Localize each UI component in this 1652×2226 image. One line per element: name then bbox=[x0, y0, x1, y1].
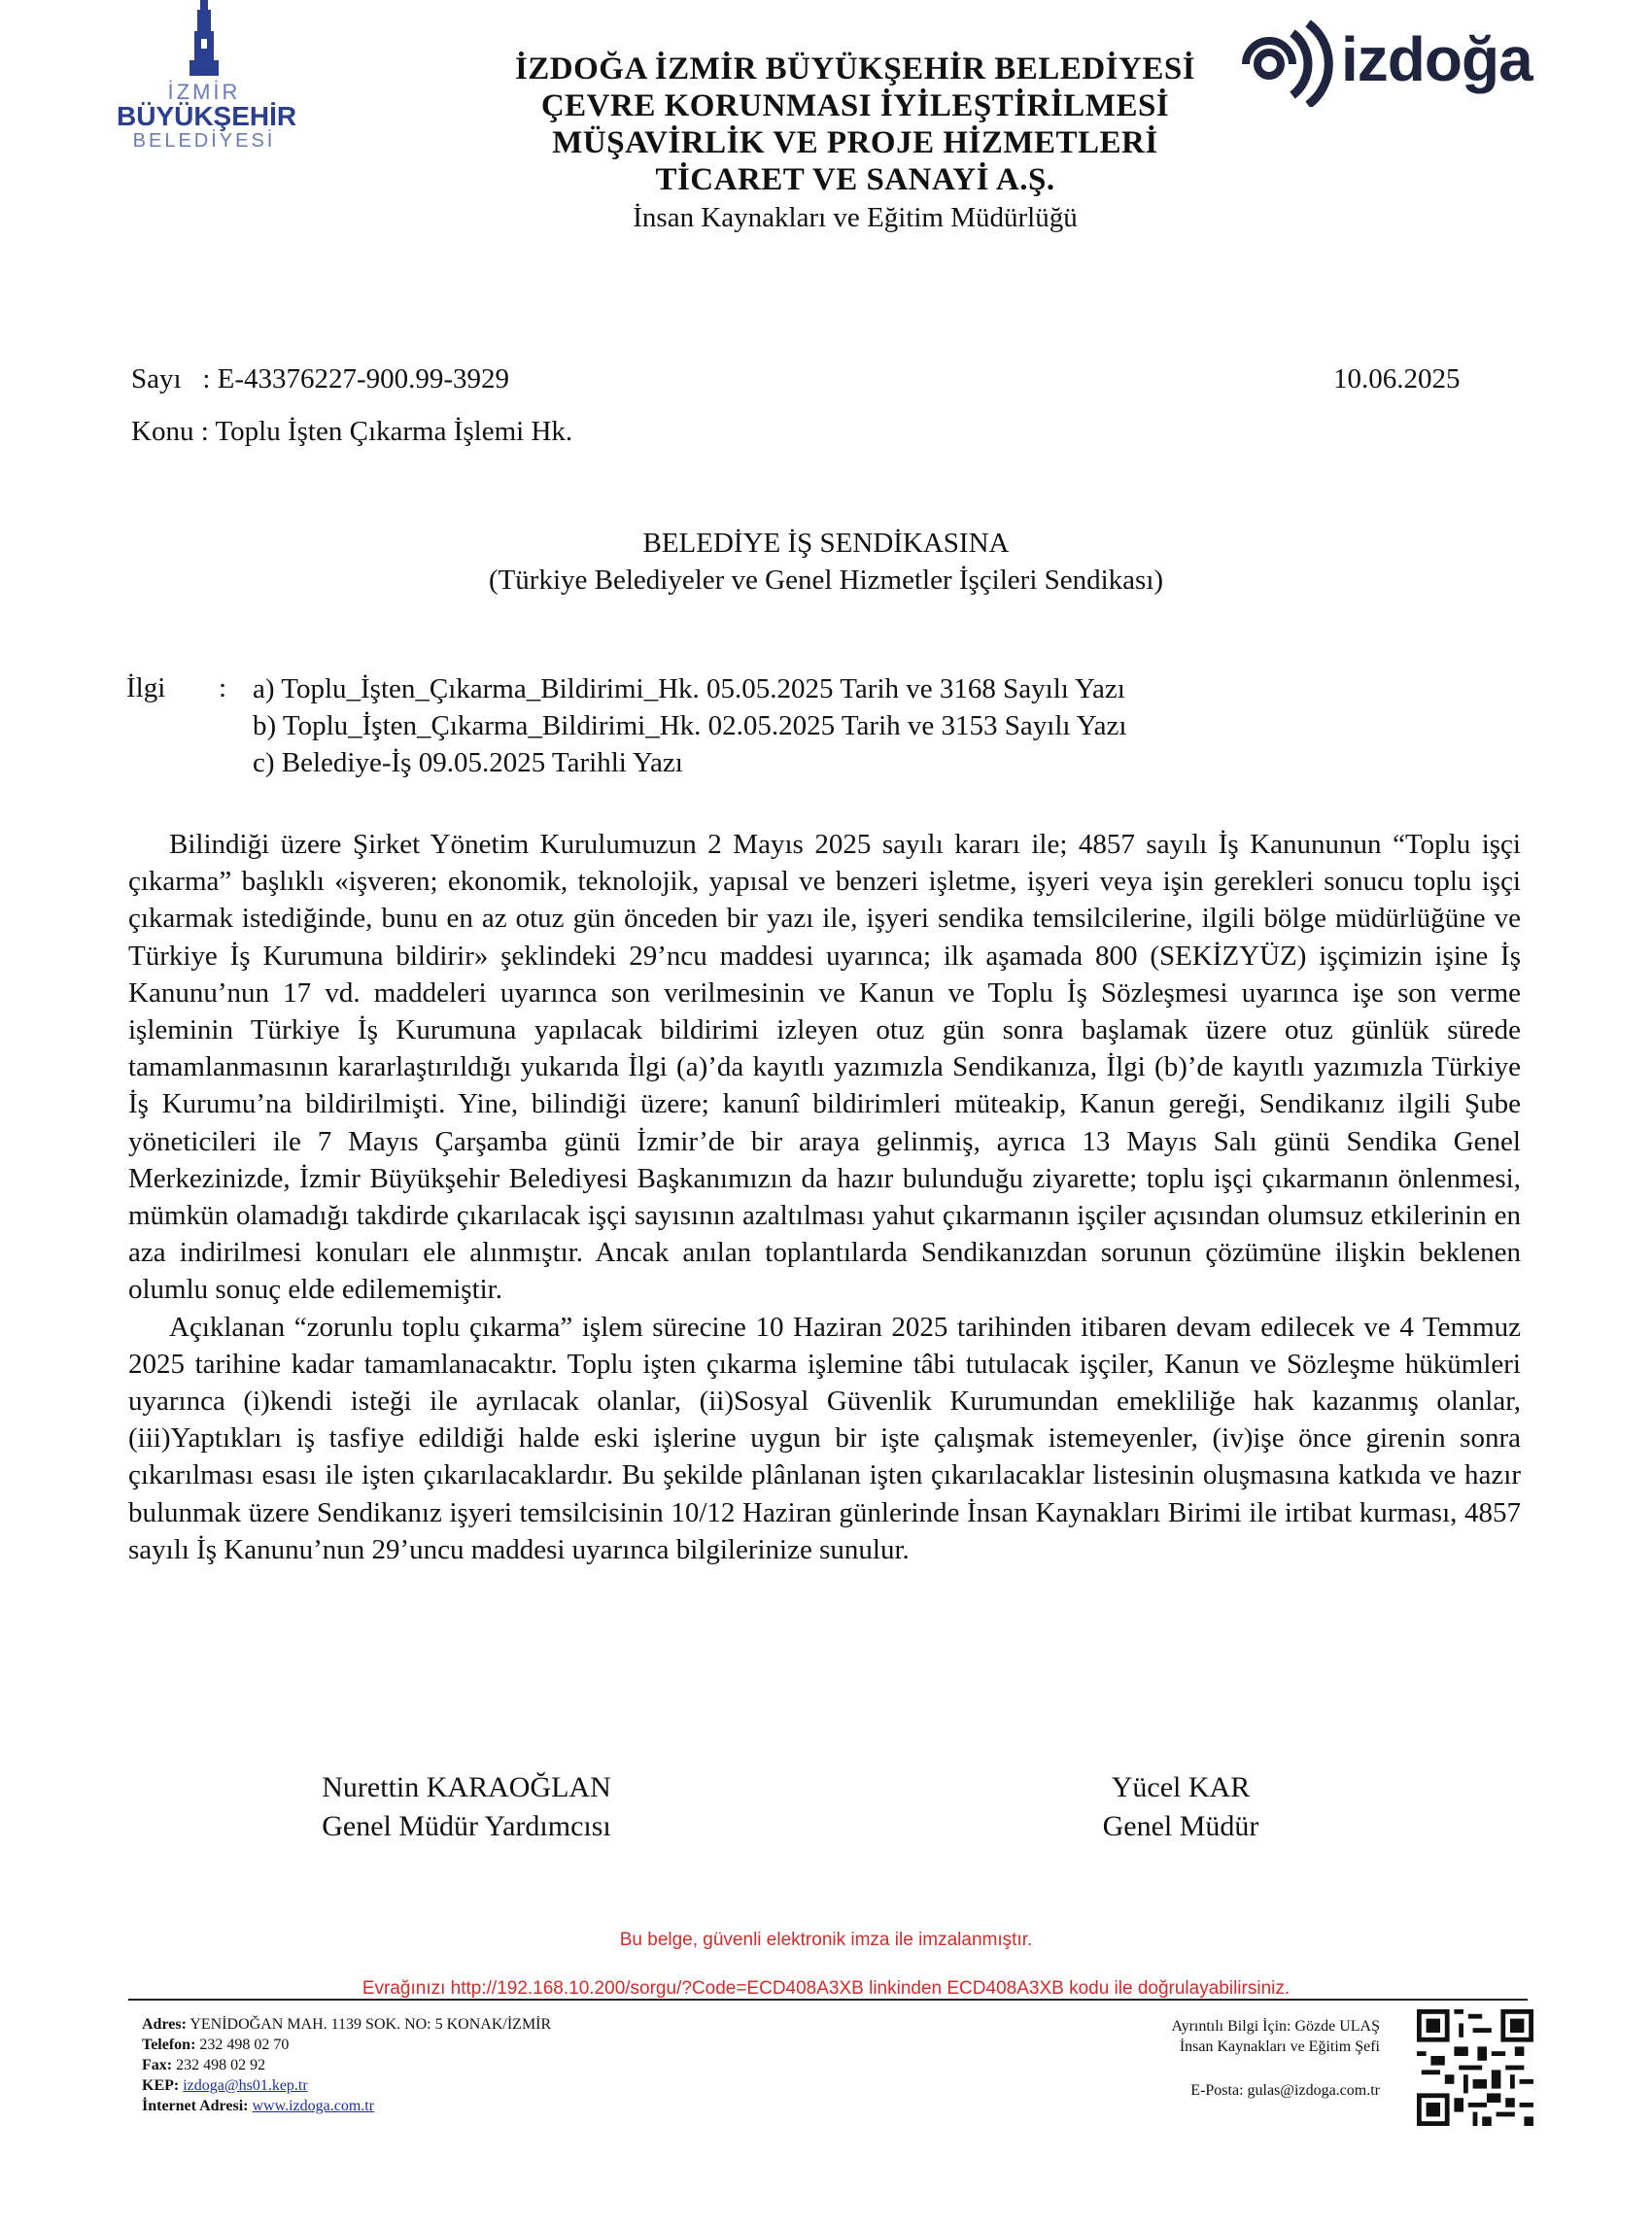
info-contact-line2: İnsan Kaynakları ve Eğitim Şefi bbox=[1179, 2038, 1380, 2055]
signatory-title-right: Genel Müdür bbox=[1102, 1810, 1259, 1842]
footer-phone: Telefon: 232 498 02 70 bbox=[142, 2037, 290, 2053]
document-number bbox=[131, 361, 509, 396]
footer-kep: KEP: izdoga@hs01.kep.tr bbox=[142, 2077, 308, 2094]
sayi-value: : E-43376227-900.99-3929 bbox=[202, 363, 510, 394]
info-contact-line1: Ayrıntılı Bilgi İçin: Gözde ULAŞ bbox=[1171, 2018, 1380, 2035]
footer-web: İnternet Adresi: www.izdoga.com.tr bbox=[142, 2098, 375, 2114]
footer-divider bbox=[128, 1999, 1528, 2001]
konu-value: : Toplu İşten Çıkarma İşlemi Hk. bbox=[200, 416, 573, 447]
ilgi-list bbox=[253, 670, 1126, 781]
ilgi-item-b: b) Toplu_İşten_Çıkarma_Bildirimi_Hk. 02.05.2025 Tarih ve 3153 Sayılı Yazı bbox=[253, 710, 1127, 741]
e-signature-notice bbox=[194, 1928, 1458, 2002]
signatory-name-left: Nurettin KARAOĞLAN bbox=[322, 1771, 611, 1803]
kep-link[interactable]: izdoga@hs01.kep.tr bbox=[183, 2077, 308, 2094]
sayi-label: Sayı bbox=[131, 363, 182, 394]
body-paragraph-2: Açıklanan “zorunlu toplu çıkarma” işlem sürecine 10 Haziran 2025 tarihinden itibaren devam edilecek ve 4 Temmuz 2025 tarihine kadar tamamlanacaktır. Toplu işten çıkarma işlemine tâbi tutulacak işçiler, Kanun ve Sözleşme hükümleri uyarınca (i)kendi isteği ile ayrılacak olanlar, (ii)Sosyal Güvenlik Kurumundan emekliliğe hak kazanmış olanlar, (iii)Yaptıkları iş tasfiye edildiği halde eski işlerine uygun bir işte çalışmak istemeyenler, (iv)işe önce girenin sonra çıkarılması esası ile işten çıkarılacaklardır. Bu şekilde plânlanan işten çıkarılacaklar listesinin oluşmasına katkıda ve hazır bulunmak üzere Sendikanız işyeri temsilcisinin 10/12 Haziran günlerinde İnsan Kaynakları Birimi ile irtibat kurması, 4857 sayılı İş Kanunu’nun 29’uncu maddesi uyarınca bilgilerinize sunulur. bbox=[128, 1311, 1521, 1565]
clock-tower-icon bbox=[187, 0, 222, 76]
footer-fax: Fax: 232 498 02 92 bbox=[142, 2057, 266, 2073]
recipient bbox=[292, 525, 1360, 599]
org-name-line-2: ÇEVRE KORUNMASI İYİLEŞTİRİLMESİ bbox=[540, 88, 1170, 123]
website-link[interactable]: www.izdoga.com.tr bbox=[252, 2098, 375, 2114]
footer-contact bbox=[142, 2014, 551, 2116]
org-name-line-1: İZDOĞA İZMİR BÜYÜKŞEHİR BELEDİYESİ bbox=[514, 51, 1196, 86]
recipient-name: BELEDİYE İŞ SENDİKASINA bbox=[642, 528, 1010, 559]
ibb-logo-line2: BÜYÜKŞEHİR bbox=[117, 101, 297, 132]
ibb-logo-line1: İZMİR bbox=[167, 80, 241, 104]
signature-right bbox=[986, 1768, 1375, 1846]
organization-header bbox=[369, 51, 1341, 237]
document-subject bbox=[131, 414, 572, 449]
ibb-logo bbox=[117, 0, 297, 160]
org-name-line-3: MÜŞAVİRLİK VE PROJE HİZMETLERİ bbox=[552, 125, 1158, 160]
recipient-subtitle: (Türkiye Belediyeler ve Genel Hizmetler İşçileri Sendikası) bbox=[488, 565, 1164, 596]
letter-body bbox=[128, 826, 1521, 1568]
department-name: İnsan Kaynakları ve Eğitim Müdürlüğü bbox=[633, 202, 1078, 233]
izdoga-logo-text: izdoğa bbox=[1341, 24, 1532, 94]
footer-info bbox=[1050, 2016, 1380, 2101]
document-date: 10.06.2025 bbox=[1333, 363, 1461, 394]
signature-left bbox=[272, 1768, 661, 1846]
signatory-name-right: Yücel KAR bbox=[1111, 1771, 1251, 1803]
verification-note: Evrağınızı http://192.168.10.200/sorgu/?Code=ECD408A3XB linkinden ECD408A3XB kodu ile doğrulayabilirsiniz. bbox=[361, 1978, 1291, 1999]
ilgi-label: İlgi bbox=[126, 672, 166, 703]
ilgi-item-c: c) Belediye-İş 09.05.2025 Tarihli Yazı bbox=[253, 747, 683, 778]
ibb-logo-line3: BELEDİYESİ bbox=[132, 129, 276, 152]
body-paragraph-1: Bilindiği üzere Şirket Yönetim Kurulumuzun 2 Mayıs 2025 sayılı kararı ile; 4857 sayılı İş Kanununun “Toplu işçi çıkarma” başlıklı «işveren; ekonomik, teknolojik, yapısal ve benzeri işletme, işyeri veya işin gerekleri sonucu toplu işçi çıkarmak istediğinde, bunu en az otuz gün önceden bir yazı ile, işyeri sendika temsilcilerine, ilgili bölge müdürlüğüne ve Türkiye İş Kurumuna bildirir» şeklindeki 29’ncu maddesi uyarınca; ilk aşamada 800 (SEKİZYÜZ) işçimizin işine İş Kanunu’nun 17 vd. maddeleri uyarınca son verilmesinin ve Kanun ve Toplu İş Sözleşmesi uyarınca işe son verme işleminin Türkiye İş Kurumuna yapılacak bildirimi izleyen otuz gün sonra başlamak üzere otuz günlük sürede tamamlanmasının kararlaştırıldığı yukarıda İlgi (a)’da kayıtlı yazımızla Sendikanıza, İlgi (b)’de kayıtlı yazımızla Türkiye İş Kurumu’na bildirilmişti. Yine, bilindiği üzere; kanunî bildirimleri müteakip, Kanun gereği, Sendikanız ilgili Şube yöneticileri ile 7 Mayıs Çarşamba günü İzmir’de bir araya gelinmiş, ayrıca 13 Mayıs Salı günü Sendika Genel Merkezinizde, İzmir Büyükşehir Belediyesi Başkanımızın da hazır bulunduğu ziyarette; toplu işçi çıkarmanın önlenmesi, mümkün olamadığı takdirde çıkarılacak işçi sayısının azaltılması yahut çıkarmanın işçiler açısından olumsuz etkilerinin en aza indirilmesi konuları ele alınmıştır. Ancak anılan toplantılarda Sendikanızdan sorunun çözümüne ilişkin beklenen olumlu sonuç elde edilememiştir. bbox=[128, 829, 1521, 1306]
info-email: E-Posta: gulas@izdoga.com.tr bbox=[1190, 2082, 1380, 2099]
ilgi-item-a: a) Toplu_İşten_Çıkarma_Bildirimi_Hk. 05.05.2025 Tarih ve 3168 Sayılı Yazı bbox=[253, 673, 1125, 704]
qr-code-icon bbox=[1417, 2009, 1533, 2126]
e-signature-note: Bu belge, güvenli elektronik imza ile imzalanmıştır. bbox=[619, 1930, 1033, 1950]
org-name-line-4: TİCARET VE SANAYİ A.Ş. bbox=[655, 162, 1055, 197]
footer-address: Adres: YENİDOĞAN MAH. 1139 SOK. NO: 5 KONAK/İZMİR bbox=[142, 2016, 552, 2033]
ilgi-colon: : bbox=[219, 672, 227, 703]
konu-label: Konu bbox=[131, 416, 194, 447]
signatory-title-left: Genel Müdür Yardımcısı bbox=[322, 1810, 611, 1842]
